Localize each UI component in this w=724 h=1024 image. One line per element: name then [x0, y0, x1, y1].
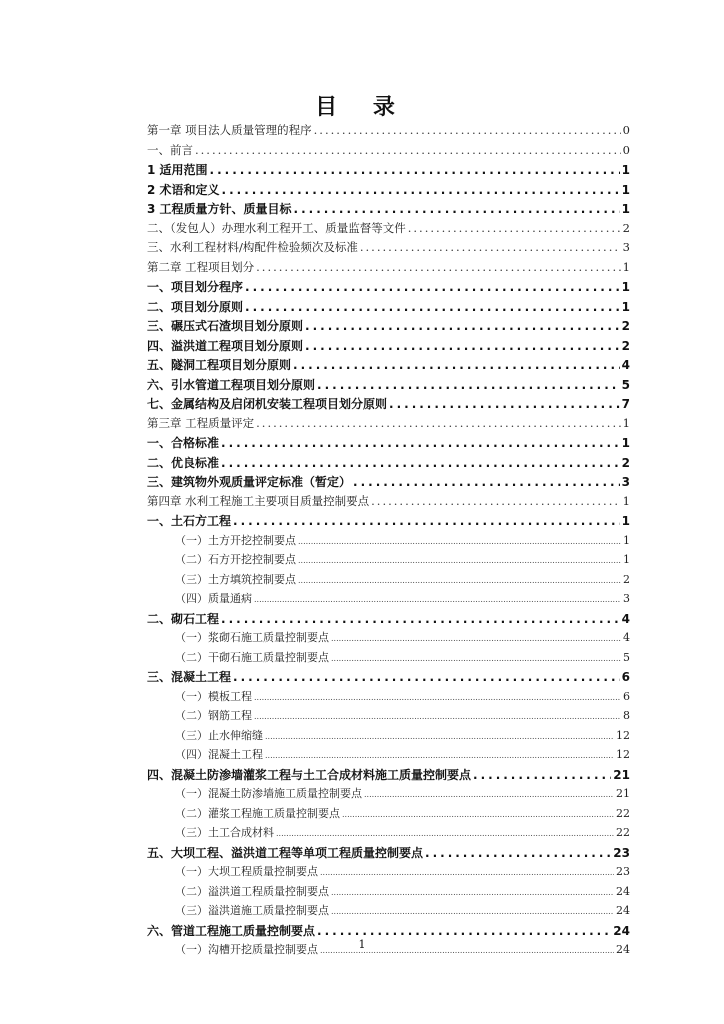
toc-entry[interactable] — [147, 746, 630, 766]
dot-leader — [210, 163, 620, 177]
dot-leader — [425, 846, 611, 860]
toc-entry-label: （一）沟槽开挖质量控制要点 — [175, 943, 318, 956]
toc-entry-label: 一、项目划分程序 — [147, 280, 244, 294]
dot-leader — [342, 810, 614, 819]
toc-entry[interactable] — [147, 356, 630, 376]
toc-entry[interactable] — [147, 181, 630, 201]
toc-entry-page: 3 — [621, 475, 630, 489]
toc-entry-label: 一、土石方工程 — [147, 514, 232, 528]
dot-leader — [245, 280, 620, 294]
toc-entry-page: 12 — [616, 728, 630, 742]
toc-entry[interactable] — [147, 610, 630, 630]
dot-leader — [256, 416, 621, 430]
toc-entry-page: 0 — [622, 123, 630, 137]
dot-leader — [254, 693, 621, 702]
toc-entry-page: 6 — [621, 670, 630, 684]
toc-entry-page: 22 — [616, 806, 630, 820]
toc-entry-label: 六、管道工程施工质量控制要点 — [147, 923, 316, 938]
dot-leader — [331, 654, 621, 663]
dot-leader — [305, 319, 620, 333]
toc-entry-label: 四、溢洪道工程项目划分原则 — [147, 338, 304, 353]
dot-leader — [276, 829, 614, 838]
toc-entry-page: 2 — [621, 338, 630, 353]
toc-entry-label: 二、（发包人）办理水利工程开工、质量监督等文件 — [147, 220, 406, 235]
dot-leader — [320, 868, 614, 877]
dot-leader — [221, 456, 620, 470]
toc-entry-label: （一）大坝工程质量控制要点 — [175, 865, 318, 878]
dot-leader — [360, 240, 621, 254]
toc-entry-label: （一）浆砌石施工质量控制要点 — [175, 631, 329, 644]
toc-entry-page: 3 — [623, 592, 630, 605]
toc-entry-label: （二）石方开挖控制要点 — [175, 553, 296, 566]
toc-entry-label: 六、引水管道工程项目划分原则 — [147, 377, 316, 392]
toc-entry-page: 23 — [613, 845, 630, 860]
toc-entry-page: 6 — [623, 689, 630, 703]
toc-entry[interactable] — [147, 688, 630, 708]
toc-entry-label: 五、大坝工程、溢洪道工程等单项工程质量控制要点 — [147, 845, 424, 860]
toc-entry-page: 1 — [621, 280, 630, 294]
toc-entry[interactable] — [147, 454, 630, 474]
toc-entry-label: 一、合格标准 — [147, 436, 220, 450]
dot-leader — [314, 123, 621, 137]
toc-entry-label: 三、碾压式石渣坝目划分原则 — [147, 319, 304, 333]
toc-entry[interactable] — [147, 493, 630, 513]
toc-entry-label: 第四章 水利工程施工主要项目质量控制要点 — [147, 493, 370, 508]
dot-leader — [221, 612, 620, 626]
toc-entry[interactable] — [147, 805, 630, 825]
dot-leader — [254, 595, 621, 604]
toc-entry-page: 8 — [623, 709, 630, 722]
toc-entry[interactable] — [147, 161, 630, 181]
toc-entry[interactable] — [147, 883, 630, 903]
toc-entry-page: 24 — [616, 904, 630, 917]
dot-leader — [298, 576, 621, 585]
toc-entry-label: 三、混凝土工程 — [147, 670, 232, 684]
toc-entry[interactable] — [147, 122, 630, 142]
dot-leader — [331, 634, 621, 643]
toc-entry-label: （四）混凝土工程 — [175, 748, 263, 761]
toc-entry-page: 22 — [616, 826, 630, 839]
toc-entry-page: 5 — [621, 377, 630, 392]
toc-entry[interactable] — [147, 200, 630, 220]
dot-leader — [254, 712, 621, 721]
toc-entry-page: 1 — [621, 514, 630, 528]
toc-entry-page: 4 — [621, 358, 630, 372]
toc-entry[interactable] — [147, 649, 630, 669]
dot-leader — [317, 924, 611, 938]
toc-entry-label: 二、砌石工程 — [147, 611, 220, 626]
dot-leader — [233, 670, 620, 684]
toc-entry[interactable] — [147, 902, 630, 922]
dot-leader — [222, 183, 620, 197]
toc-entry-label: 二、优良标准 — [147, 455, 220, 470]
toc-entry[interactable] — [147, 590, 630, 610]
toc-entry[interactable] — [147, 551, 630, 571]
toc-entry-page: 4 — [621, 611, 630, 626]
toc-entry-page: 2 — [622, 220, 630, 235]
toc-entry-label: （四）质量通病 — [175, 592, 252, 605]
toc-entry-page: 1 — [621, 163, 630, 177]
toc-entry-label: （二）干砌石施工质量控制要点 — [175, 650, 329, 664]
toc-entry[interactable] — [147, 376, 630, 396]
toc-entry[interactable] — [147, 415, 630, 435]
dot-leader — [473, 768, 611, 782]
toc-entry[interactable] — [147, 532, 630, 552]
toc-entry-label: （一）模板工程 — [175, 689, 252, 703]
toc-entry[interactable] — [147, 844, 630, 864]
toc-entry-page: 21 — [616, 787, 630, 800]
dot-leader — [371, 494, 621, 508]
dot-leader — [317, 378, 620, 392]
toc-entry-label: 二、项目划分原则 — [147, 299, 244, 314]
dot-leader — [408, 221, 621, 235]
dot-leader — [265, 732, 614, 741]
page-number: 1 — [358, 938, 366, 951]
dot-leader — [195, 143, 621, 157]
toc-entry-label: 第三章 工程质量评定 — [147, 415, 255, 430]
toc-entry-page: 1 — [621, 182, 630, 197]
toc-entry-page: 3 — [622, 240, 630, 254]
dot-leader — [265, 751, 614, 760]
dot-leader — [245, 300, 620, 314]
toc-entry[interactable] — [147, 571, 630, 591]
toc-entry[interactable] — [147, 395, 630, 415]
toc-entry-label: 2 术语和定义 — [147, 182, 220, 197]
toc-entry-label: （三）止水伸缩缝 — [175, 728, 263, 742]
toc-entry-page: 0 — [622, 142, 630, 157]
toc-entry-page: 1 — [622, 259, 630, 274]
toc-entry[interactable] — [147, 278, 630, 298]
toc-entry-label: （二）溢洪道工程质量控制要点 — [175, 884, 329, 898]
toc-entry[interactable] — [147, 668, 630, 688]
toc-entry[interactable] — [147, 337, 630, 357]
toc-entry-page: 24 — [616, 884, 630, 898]
toc-entry-page: 4 — [623, 631, 630, 644]
toc-entry-page: 23 — [616, 865, 630, 878]
toc-entry[interactable] — [147, 239, 630, 259]
toc-entry-page: 2 — [621, 319, 630, 333]
toc-entry[interactable] — [147, 473, 630, 493]
dot-leader — [298, 556, 621, 565]
toc-entry[interactable] — [147, 317, 630, 337]
dot-leader — [233, 514, 620, 528]
toc-title: 目 录 — [315, 95, 409, 120]
toc-entry[interactable] — [147, 434, 630, 454]
toc-entry-page: 1 — [623, 533, 630, 547]
dot-leader — [221, 436, 620, 450]
toc-entry-page: 2 — [623, 572, 630, 586]
toc-entry[interactable] — [147, 863, 630, 883]
dot-leader — [331, 907, 614, 916]
toc-entry[interactable] — [147, 259, 630, 279]
toc-entry-label: （二）灌浆工程施工质量控制要点 — [175, 806, 340, 820]
toc-entry-page: 1 — [621, 299, 630, 314]
toc-entry[interactable] — [147, 824, 630, 844]
toc-entry-label: （三）溢洪道施工质量控制要点 — [175, 904, 329, 917]
toc-entry-page: 1 — [621, 436, 630, 450]
toc-entry-page: 1 — [621, 202, 630, 216]
dot-leader — [294, 202, 620, 216]
toc-entry-label: 三、水利工程材料/构配件检验频次及标准 — [147, 240, 358, 254]
toc-entry[interactable] — [147, 220, 630, 240]
toc-entry[interactable] — [147, 707, 630, 727]
toc-entry-label: 五、隧洞工程项目划分原则 — [147, 358, 292, 372]
dot-leader — [305, 339, 620, 353]
toc-entry-page: 24 — [613, 923, 630, 938]
toc-entry-page: 12 — [616, 748, 630, 761]
toc-entry-page: 21 — [613, 767, 630, 782]
dot-leader — [298, 537, 621, 546]
dot-leader — [389, 397, 620, 411]
toc-entry[interactable] — [147, 512, 630, 532]
toc-entry-label: 第二章 工程项目划分 — [147, 259, 255, 274]
toc-entry-label: （三）土方填筑控制要点 — [175, 572, 296, 586]
dot-leader — [353, 475, 620, 489]
toc-entry-label: （三）土工合成材料 — [175, 826, 274, 839]
toc-entry-label: 三、建筑物外观质量评定标准（暂定） — [147, 475, 352, 489]
toc-entry-label: 七、金属结构及启闭机安装工程项目划分原则 — [147, 397, 388, 411]
toc-entry-page: 5 — [623, 650, 630, 664]
toc-entry-page: 7 — [621, 397, 630, 411]
toc-entry-label: （一）土方开挖控制要点 — [175, 533, 296, 547]
toc-entry-page: 1 — [623, 553, 630, 566]
toc-entry-page: 1 — [622, 493, 630, 508]
toc-entry-label: 第一章 项目法人质量管理的程序 — [147, 123, 312, 137]
toc-entry[interactable] — [147, 298, 630, 318]
toc-entry-page: 24 — [616, 943, 630, 956]
dot-leader — [293, 358, 620, 372]
toc-entry-page: 2 — [621, 455, 630, 470]
toc-entry-page: 1 — [622, 415, 630, 430]
toc-entry[interactable] — [147, 785, 630, 805]
toc-entry-label: 1 适用范围 — [147, 163, 208, 177]
toc-entry[interactable] — [147, 142, 630, 162]
dot-leader — [256, 260, 621, 274]
toc-entry[interactable] — [147, 727, 630, 747]
toc-entry[interactable] — [147, 766, 630, 786]
toc-entry-label: （二）钢筋工程 — [175, 709, 252, 722]
toc-entry[interactable] — [147, 629, 630, 649]
dot-leader — [364, 790, 614, 799]
toc-entry-label: 四、混凝土防渗墙灌浆工程与土工合成材料施工质量控制要点 — [147, 767, 472, 782]
table-of-contents — [147, 122, 630, 961]
toc-entry-label: 3 工程质量方针、质量目标 — [147, 202, 292, 216]
dot-leader — [331, 888, 614, 897]
toc-entry-label: （一）混凝土防渗墙施工质量控制要点 — [175, 787, 362, 800]
toc-entry-label: 一、前言 — [147, 142, 193, 157]
